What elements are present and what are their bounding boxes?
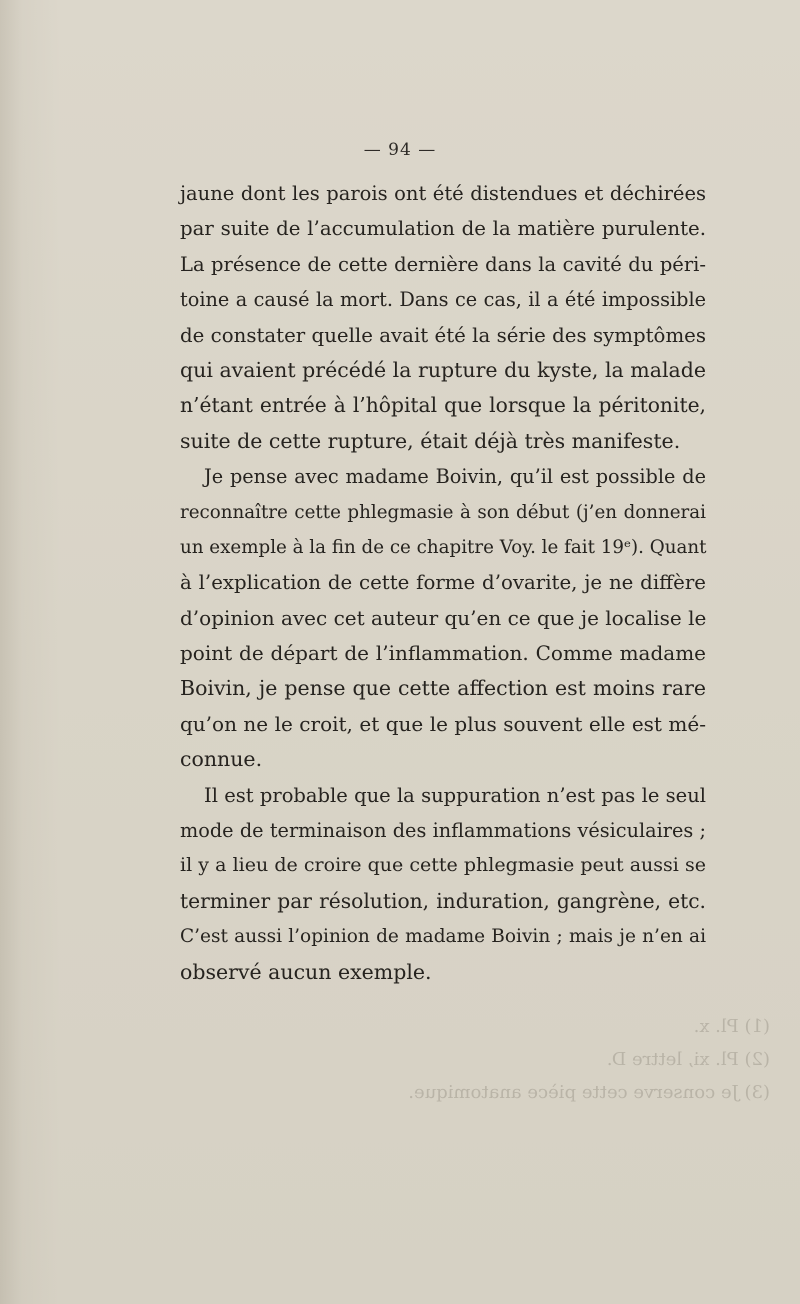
text-line: à l’explication de cette forme d’ovarite, je ne diffère: [180, 571, 706, 595]
text-line: n’étant entrée à l’hôpital que lorsque la péritonite,: [180, 393, 706, 418]
text-line: La présence de cette dernière dans la cavité du péri-: [180, 252, 706, 276]
text-line: terminer par résolution, induration, gangrène, etc.: [180, 888, 706, 913]
text-line: reconnaître cette phlegmasie à son début (j’en donnerai: [180, 501, 706, 523]
text-line: Boivin, je pense que cette affection est moins rare: [180, 676, 706, 701]
text-line: Il est probable que la suppuration n’est pas le seul: [204, 783, 706, 807]
text-line: d’opinion avec cet auteur qu’en ce que je localise le: [180, 605, 707, 630]
text-line: Je pense avec madame Boivin, qu’il est possible de: [204, 465, 706, 489]
show-through-text: (1) Pl. x. (2) Pl. xi, lettre D. (3) Je conserve cette pièce anatomique.: [408, 1016, 770, 1103]
text-line: de constater quelle avait été la série des symptômes: [180, 323, 706, 347]
paragraph-1: [180, 176, 706, 459]
text-line: qui avaient précédé la rupture du kyste, la malade: [180, 357, 706, 382]
text-line: suite de cette rupture, était déjà très manifeste.: [180, 428, 681, 453]
text-line: toine a causé la mort. Dans ce cas, il a été impossible: [180, 288, 706, 312]
text-line: jaune dont les parois ont été distendues et déchirées: [180, 182, 706, 205]
text-line: connue.: [180, 747, 263, 772]
text-line: C’est aussi l’opinion de madame Boivin ; mais je n’en ai: [180, 926, 706, 948]
body-text: [180, 176, 706, 990]
paragraph-2: [180, 459, 706, 778]
page-number: — 94 —: [363, 140, 437, 160]
text-line: observé aucun exemple.: [180, 959, 432, 984]
text-line: qu’on ne le croit, et que le plus souvent elle est mé-: [180, 711, 706, 736]
paragraph-3: [180, 778, 706, 990]
text-line: mode de terminaison des inflammations vésiculaires ;: [180, 819, 706, 843]
text-line: par suite de l’accumulation de la matière purulente.: [180, 217, 706, 241]
text-line: il y a lieu de croire que cette phlegmasie peut aussi se: [180, 854, 706, 877]
text-line: un exemple à la fin de ce chapitre Voy. le fait 19ᵉ). Quant: [180, 536, 707, 558]
text-line: point de départ de l’inflammation. Comme madame: [180, 641, 706, 666]
